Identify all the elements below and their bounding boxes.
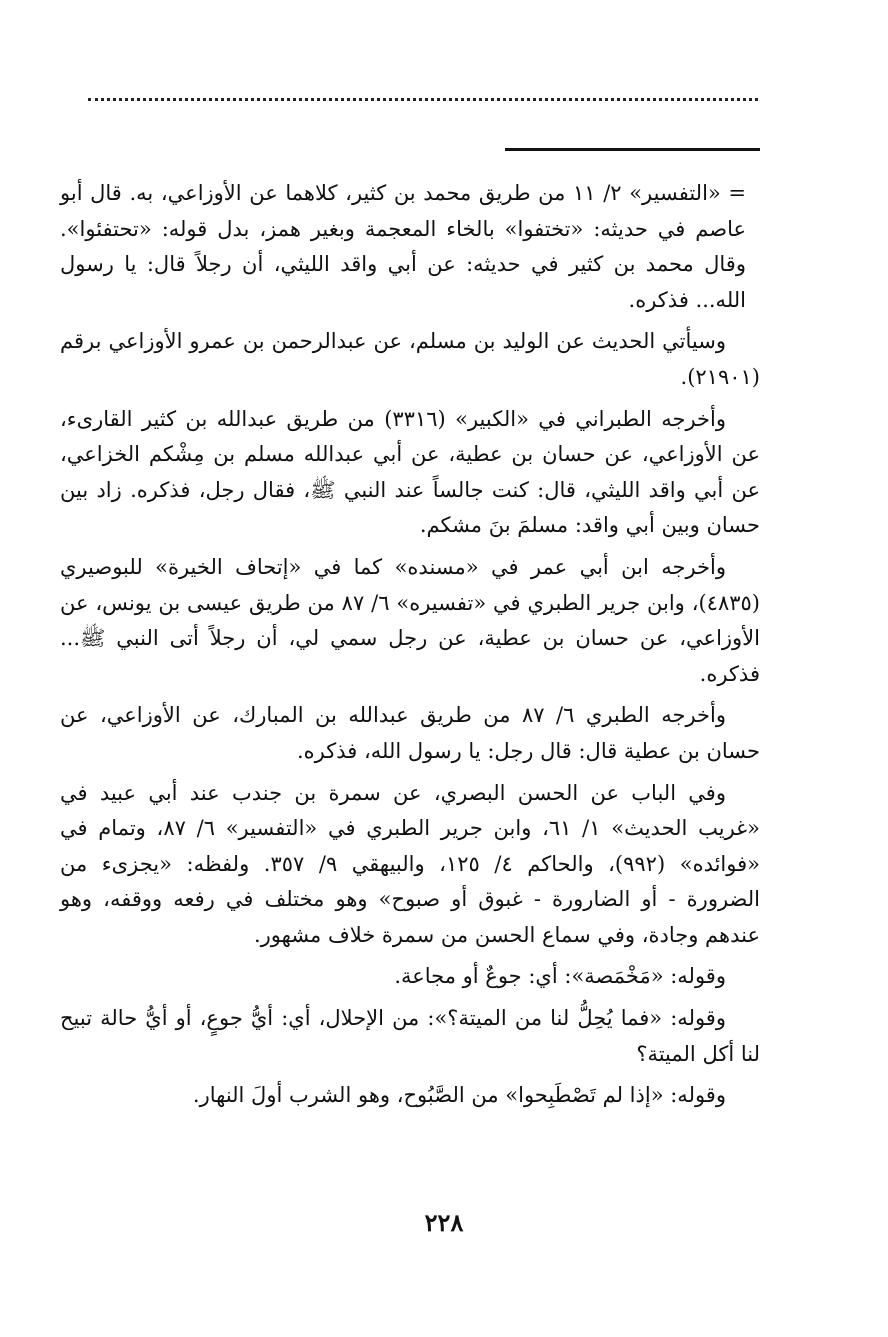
paragraph: وقوله: «مَخْمَصة»: أي: جوعٌ أو مجاعة. [394, 964, 726, 989]
page-number: ٢٢٨ [424, 1208, 464, 1237]
paragraph: وقوله: «إذا لم تَصْطَبِحوا» من الصَّبُوح، وهو الشرب أولَ النهار. [192, 1083, 726, 1108]
paragraph: وقوله: «فما يُحِلُّ لنا من الميتة؟»: من الإحلال، أي: أيُّ جوعٍ، أو أيُّ حالة تبيح لنا أكل الميتة؟ [60, 1006, 760, 1066]
footnote-solid-rule [505, 148, 760, 151]
paragraph: وأخرجه ابن أبي عمر في «مسنده» كما في «إتحاف الخيرة» للبوصيري (٤٨٣٥)، وابن جرير الطبري في «تفسيره» ٦/ ٨٧ من طريق عيسى بن يونس، عن الأوزاعي، عن حسان بن عطية، عن رجل سمي لي، أن رجلاً أتى النبي ﷺ... فذكره. [60, 554, 760, 686]
paragraph: وفي الباب عن الحسن البصري، عن سمرة بن جندب عند أبي عبيد في «غريب الحديث» ١/ ٦١، وابن جرير الطبري في «التفسير» ٦/ ٨٧، وتمام في «فوائده» (٩٩٢)، والحاكم ٤/ ١٢٥، والبيهقي ٩/ ٣٥٧. ولفظه: «يجزىء من الضرورة - أو الضارورة - غبوق أو صبوح» وهو مختلف في رفعه ووقفه، وهو عندهم وجادة، وفي سماع الحسن من سمرة خلاف مشهور. [60, 780, 761, 947]
paragraph: وسيأتي الحديث عن الوليد بن مسلم، عن عبدالرحمن بن عمرو الأوزاعي برقم (٢١٩٠١). [60, 329, 760, 389]
paragraph-continuation: = «التفسير» ٢/ ١١ من طريق محمد بن كثير، كلاهما عن الأوزاعي، به. قال أبو عاصم في حديثه: «تختفوا» بالخاء المعجمة وبغير همز، بدل قوله: «تحتفئوا». وقال محمد بن كثير في حديثه: عن أبي واقد الليثي، أن رجلاً قال: يا رسول الله... فذكره. [60, 181, 746, 312]
footnote-text [60, 176, 760, 1120]
paragraph: وأخرجه الطبراني في «الكبير» (٣٣١٦) من طريق عبدالله بن كثير القارىء، عن الأوزاعي، عن حسان بن عطية، عن أبي عبدالله مسلم بن مِشْكم الخزاعي، عن أبي واقد الليثي، قال: كنت جالساً عند النبي ﷺ، فقال رجل، فذكره. زاد بين حسان وبين أبي واقد: مسلمَ بنَ مشكم. [60, 406, 760, 538]
paragraph: وأخرجه الطبري ٦/ ٨٧ من طريق عبدالله بن المبارك، عن الأوزاعي، عن حسان بن عطية قال: قال رجل: يا رسول الله، فذكره. [60, 703, 760, 763]
footnote-dotted-separator [88, 98, 758, 101]
